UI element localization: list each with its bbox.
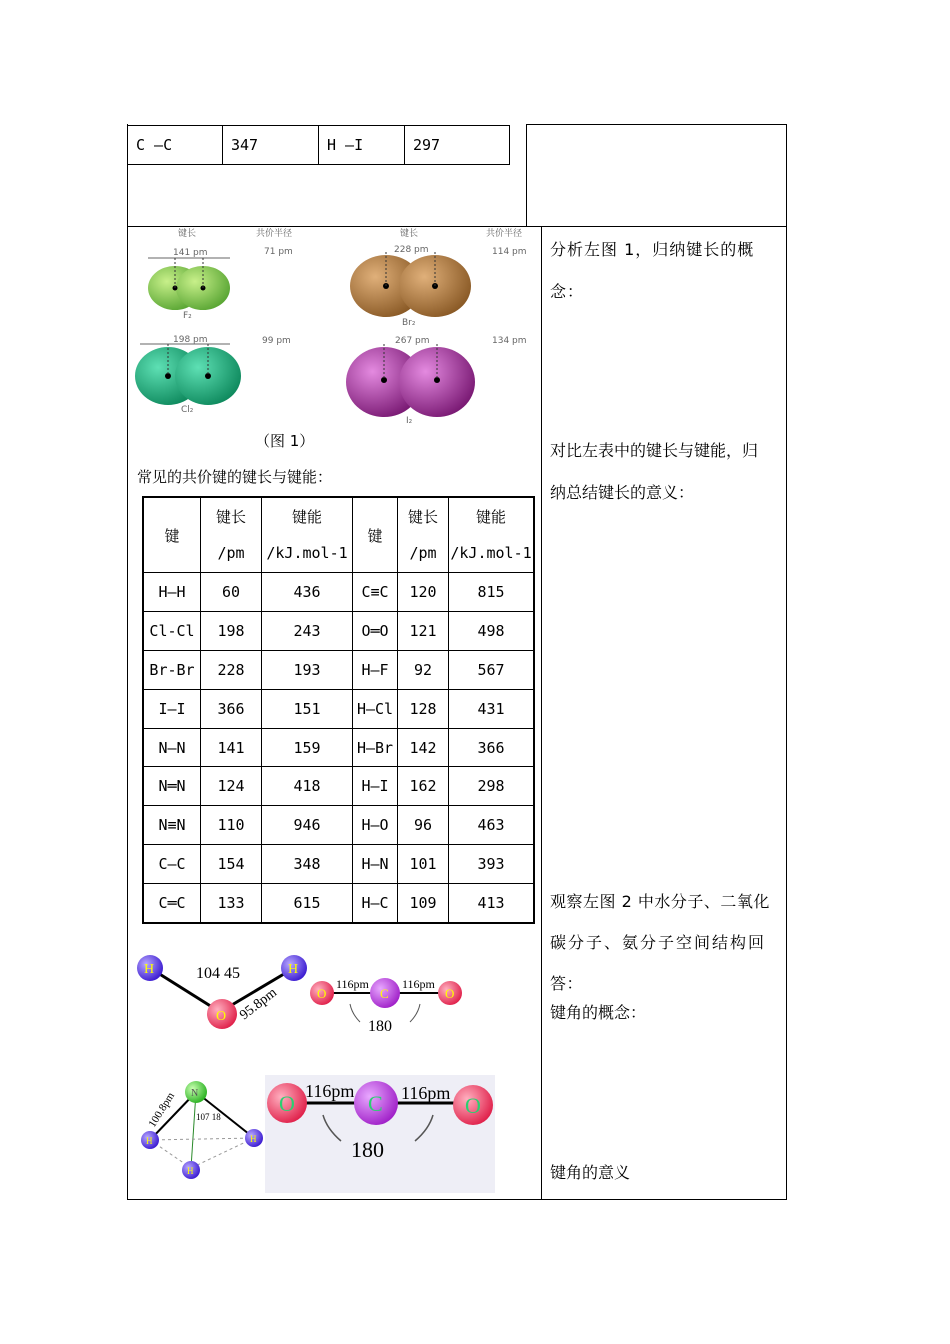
table-row bbox=[143, 728, 534, 767]
table-cell: H—I bbox=[353, 767, 398, 806]
br2-radius: 114 pm bbox=[492, 247, 527, 257]
f2-bond-length: 141 pm bbox=[173, 248, 208, 258]
table-cell: 348 bbox=[262, 845, 353, 884]
nh3-n: N bbox=[191, 1088, 199, 1099]
header-bond-2: 键 bbox=[353, 497, 398, 573]
cl2-radius: 99 pm bbox=[262, 336, 291, 346]
frame-right bbox=[786, 124, 787, 1200]
table-cell: 366 bbox=[201, 689, 262, 728]
water-molecule bbox=[137, 955, 307, 1029]
table-row bbox=[143, 689, 534, 728]
molecule-f2 bbox=[148, 247, 293, 321]
table-row bbox=[143, 884, 534, 923]
table-cell: 228 bbox=[201, 650, 262, 689]
nh3-h1: H bbox=[146, 1136, 153, 1146]
co2s-angle: 180 bbox=[368, 1018, 392, 1035]
frame-mid-bottom bbox=[541, 226, 542, 1200]
molecule-br2 bbox=[350, 245, 527, 328]
table-cell: H—C bbox=[353, 884, 398, 923]
table-cell: C≡C bbox=[353, 573, 398, 612]
table-cell: 498 bbox=[449, 611, 535, 650]
i2-formula: I₂ bbox=[406, 416, 413, 426]
text-line: 纳总结键长的意义： bbox=[550, 483, 695, 502]
nh3-angle: 107 18 bbox=[196, 1112, 221, 1122]
top-bond-table bbox=[127, 125, 510, 165]
table-cell: 159 bbox=[262, 728, 353, 767]
table-row bbox=[143, 806, 534, 845]
header-radius-left: 共价半径 bbox=[256, 229, 293, 239]
table-cell: 128 bbox=[398, 689, 449, 728]
table-cell: 815 bbox=[449, 573, 535, 612]
header-bond-length-right: 键长 bbox=[400, 229, 419, 239]
co2-small bbox=[310, 977, 462, 1035]
table-cell: 347 bbox=[223, 126, 319, 165]
table-cell: 120 bbox=[398, 573, 449, 612]
nh3-h2: H bbox=[250, 1134, 257, 1144]
table-row bbox=[128, 126, 510, 165]
table-cell: 141 bbox=[201, 728, 262, 767]
table-cell: 298 bbox=[449, 767, 535, 806]
table-cell: 413 bbox=[449, 884, 535, 923]
table-cell: 615 bbox=[262, 884, 353, 923]
header-energy: 键能 /kJ.mol-1 bbox=[262, 497, 353, 573]
table-row bbox=[143, 611, 534, 650]
table-row bbox=[143, 650, 534, 689]
f2-radius: 71 pm bbox=[264, 247, 293, 257]
header-bond: 键 bbox=[143, 497, 201, 573]
text-line: 答： bbox=[550, 974, 584, 993]
header-energy-2: 键能 /kJ.mol-1 bbox=[449, 497, 535, 573]
text-line: 念： bbox=[550, 282, 585, 301]
table-cell: 96 bbox=[398, 806, 449, 845]
table-cell: 366 bbox=[449, 728, 535, 767]
table-cell: 92 bbox=[398, 650, 449, 689]
cl2-formula: Cl₂ bbox=[181, 405, 194, 415]
header-length-2: 键长 /pm bbox=[398, 497, 449, 573]
co2l-bond1: 116pm bbox=[305, 1081, 355, 1101]
table-cell: H —I bbox=[319, 126, 405, 165]
co2l-c: C bbox=[368, 1091, 383, 1116]
frame-mid-top bbox=[526, 124, 527, 227]
frame-bottom bbox=[127, 1199, 787, 1200]
table-cell: H—F bbox=[353, 650, 398, 689]
table-cell: N≡N bbox=[143, 806, 201, 845]
table-cell: 243 bbox=[262, 611, 353, 650]
header-bond-length-left: 键长 bbox=[178, 229, 197, 239]
table-cell: I—I bbox=[143, 689, 201, 728]
table-row bbox=[143, 573, 534, 612]
figure1-molecules bbox=[130, 228, 530, 428]
co2l-bond2: 116pm bbox=[401, 1083, 451, 1103]
question-bond-length bbox=[550, 229, 780, 313]
bond-data-table bbox=[142, 496, 535, 924]
table-cell: 110 bbox=[201, 806, 262, 845]
table-cell: Cl-Cl bbox=[143, 611, 201, 650]
molecule-cl2 bbox=[135, 335, 291, 415]
frame-top-right bbox=[526, 124, 787, 125]
table-cell: 436 bbox=[262, 573, 353, 612]
i2-bond-length: 267 pm bbox=[395, 336, 430, 346]
question-bond-angle-meaning: 键角的意义 bbox=[550, 1163, 631, 1182]
table-cell: 946 bbox=[262, 806, 353, 845]
figure2-water-co2 bbox=[132, 948, 472, 1038]
water-bond: 95.8pm bbox=[237, 985, 280, 1024]
figure2-co2-large bbox=[265, 1075, 495, 1193]
co2l-o1: O bbox=[279, 1091, 295, 1116]
table-cell: 567 bbox=[449, 650, 535, 689]
table-row bbox=[143, 767, 534, 806]
co2s-o1: O bbox=[317, 986, 327, 1001]
table-cell: 124 bbox=[201, 767, 262, 806]
figure2-nh3 bbox=[134, 1076, 264, 1184]
nh3-molecule bbox=[141, 1081, 263, 1179]
table-cell: H—Br bbox=[353, 728, 398, 767]
table-cell: 101 bbox=[398, 845, 449, 884]
text-line: 观察左图 2 中水分子、二氧化 bbox=[550, 892, 770, 911]
water-o: O bbox=[216, 1009, 227, 1024]
question-bond-angle-concept: 键角的概念： bbox=[550, 1003, 647, 1022]
text-line: 分析左图 1，归纳键长的概 bbox=[550, 240, 755, 259]
table-cell: 151 bbox=[262, 689, 353, 728]
table-cell: 198 bbox=[201, 611, 262, 650]
frame-divider bbox=[127, 226, 787, 227]
table-cell: 431 bbox=[449, 689, 535, 728]
table-cell: 142 bbox=[398, 728, 449, 767]
table-cell: 297 bbox=[405, 126, 510, 165]
table-cell: C—C bbox=[143, 845, 201, 884]
table-cell: 193 bbox=[262, 650, 353, 689]
table-cell: 393 bbox=[449, 845, 535, 884]
table-cell: C═C bbox=[143, 884, 201, 923]
table-cell: 60 bbox=[201, 573, 262, 612]
table-cell: Br-Br bbox=[143, 650, 201, 689]
br2-bond-length: 228 pm bbox=[394, 245, 429, 255]
co2l-angle: 180 bbox=[351, 1137, 384, 1162]
f2-formula: F₂ bbox=[183, 311, 192, 321]
co2s-bond1: 116pm bbox=[336, 977, 369, 991]
nh3-bond: 100.8pm bbox=[146, 1090, 178, 1130]
table-cell: 418 bbox=[262, 767, 353, 806]
water-angle: 104 45 bbox=[196, 965, 240, 982]
table-cell: H—O bbox=[353, 806, 398, 845]
co2l-o2: O bbox=[465, 1093, 481, 1118]
table-cell: 109 bbox=[398, 884, 449, 923]
text-line: 对比左表中的键长与键能，归 bbox=[550, 441, 759, 460]
table-cell: N═N bbox=[143, 767, 201, 806]
table-cell: H—Cl bbox=[353, 689, 398, 728]
table-cell: O═O bbox=[353, 611, 398, 650]
frame-left bbox=[127, 124, 128, 1200]
table-cell: C —C bbox=[128, 126, 223, 165]
table-cell: H—N bbox=[353, 845, 398, 884]
water-h2: H bbox=[288, 962, 299, 977]
nh3-h3: H bbox=[187, 1166, 194, 1176]
table-cell: 463 bbox=[449, 806, 535, 845]
table-cell: 121 bbox=[398, 611, 449, 650]
table-cell: 154 bbox=[201, 845, 262, 884]
water-h1: H bbox=[144, 962, 155, 977]
table-row bbox=[143, 845, 534, 884]
co2s-o2: O bbox=[445, 986, 455, 1001]
table-title: 常见的共价键的键长与键能： bbox=[137, 468, 333, 486]
table-header-row bbox=[143, 497, 534, 573]
table-cell: 162 bbox=[398, 767, 449, 806]
br2-formula: Br₂ bbox=[402, 318, 416, 328]
question-structure bbox=[550, 881, 782, 1004]
question-bond-meaning bbox=[550, 430, 782, 514]
co2s-c: C bbox=[380, 986, 389, 1001]
table-cell: H—H bbox=[143, 573, 201, 612]
table-cell: 133 bbox=[201, 884, 262, 923]
text-line: 碳分子、氨分子空间结构回 bbox=[550, 933, 767, 952]
i2-radius: 134 pm bbox=[492, 336, 527, 346]
figure1-caption: （图 1） bbox=[255, 432, 315, 450]
cl2-bond-length: 198 pm bbox=[173, 335, 208, 345]
header-length: 键长 /pm bbox=[201, 497, 262, 573]
header-radius-right: 共价半径 bbox=[486, 229, 523, 239]
table-cell: N—N bbox=[143, 728, 201, 767]
co2s-bond2: 116pm bbox=[402, 977, 435, 991]
molecule-i2 bbox=[346, 336, 527, 426]
